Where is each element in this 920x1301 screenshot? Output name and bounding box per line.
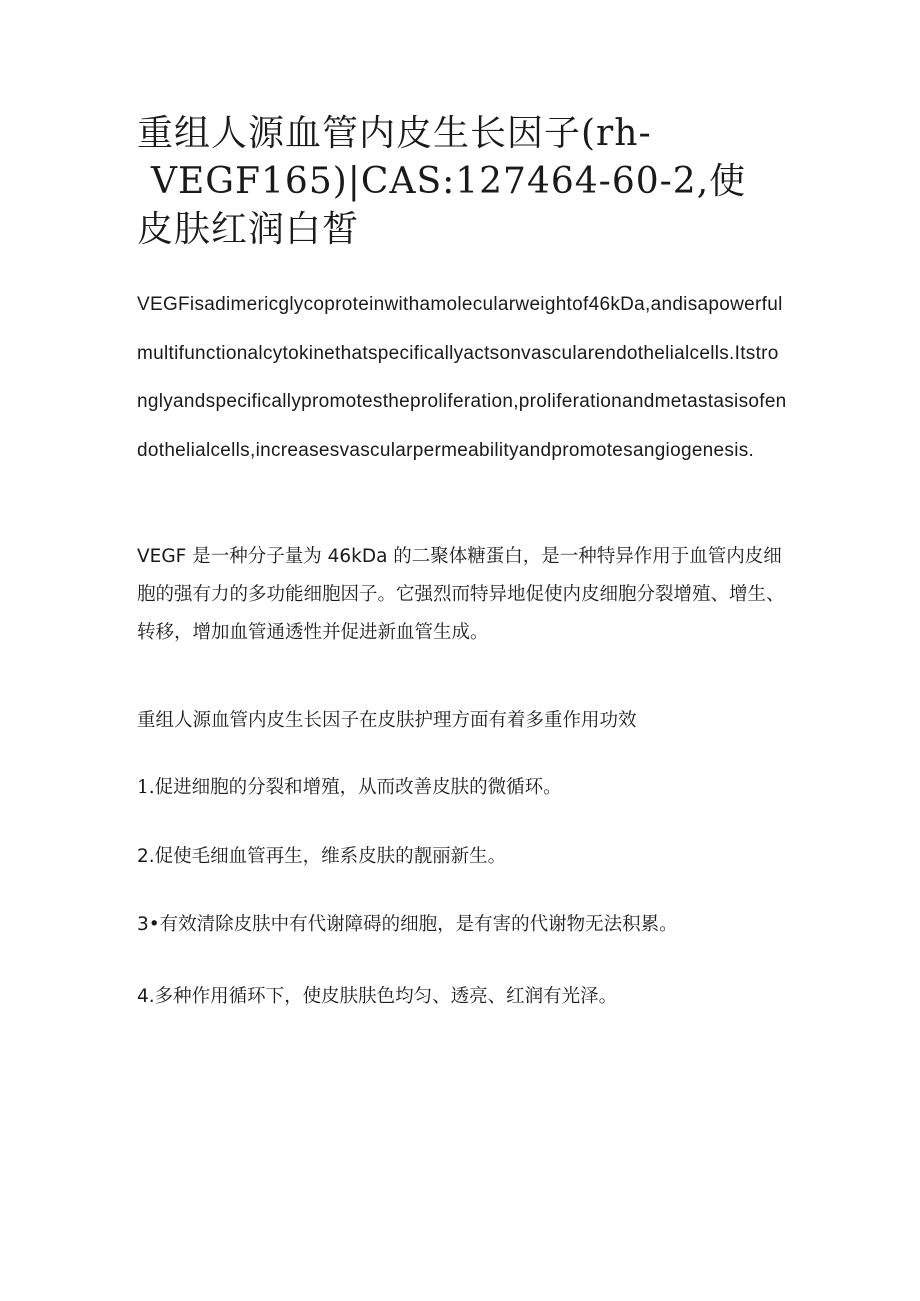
document-title bbox=[137, 110, 747, 254]
effect-item-3: 3•有效清除皮肤中有代谢障碍的细胞，是有害的代谢物无法积累。 bbox=[137, 914, 678, 935]
title-line-1: 重组人源血管内皮生长因子(rh- bbox=[137, 113, 652, 154]
effects-heading: 重组人源血管内皮生长因子在皮肤护理方面有着多重作用功效 bbox=[137, 710, 637, 731]
effect-item-1: 1.促进细胞的分裂和增殖，从而改善皮肤的微循环。 bbox=[137, 777, 562, 798]
effect-item-2: 2.促使毛细血管再生，维系皮肤的靓丽新生。 bbox=[137, 846, 507, 867]
title-line-2: VEGF165)|CAS:127464-60-2,使 bbox=[151, 161, 747, 202]
title-line-3: 皮肤红润白皙 bbox=[137, 209, 360, 250]
english-paragraph: VEGFisadimericglycoproteinwithamolecularweightof46kDa,andisapowerfulmultifunctionalcytokinethatspecificallyactsonvascularendothelialcells.Itstronglyandspecificallypromotestheproliferation,proliferationandmetastasisofendothelialcells,increasesvascularpermeabilityandpromotesangiogenesis. bbox=[137, 294, 787, 461]
effect-item-4: 4.多种作用循环下，使皮肤肤色均匀、透亮、红润有光泽。 bbox=[137, 986, 618, 1007]
chinese-paragraph: VEGF 是一种分子量为 46kDa 的二聚体糖蛋白，是一种特异作用于血管内皮细胞的强有力的多功能细胞因子。它强烈而特异地促使内皮细胞分裂增殖、增生、转移，增加血管通透性并促进新血管生成。 bbox=[137, 546, 785, 643]
